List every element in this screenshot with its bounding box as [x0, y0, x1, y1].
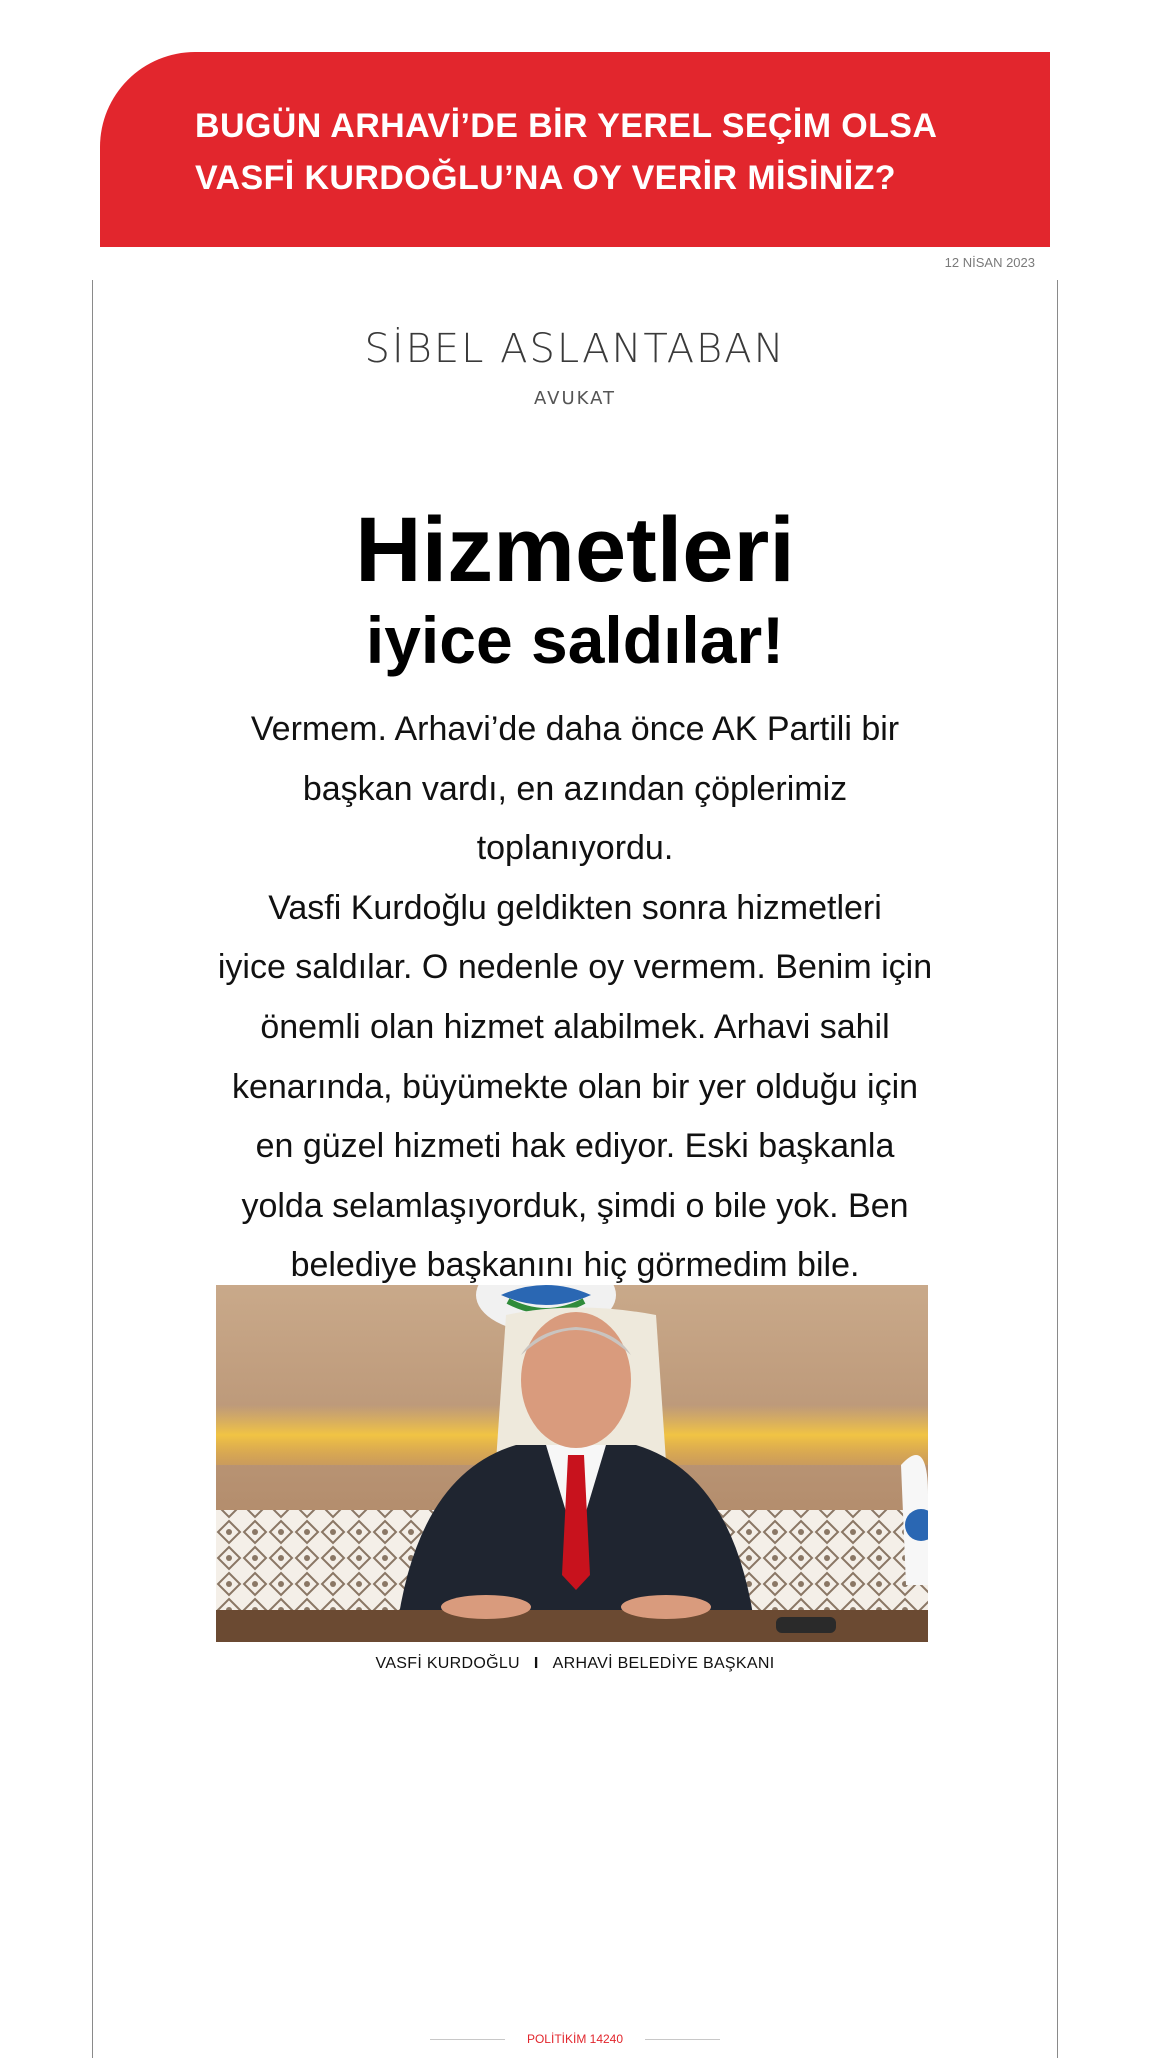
footer-label: POLİTİKİM 14240	[526, 2032, 624, 2046]
body-line: yolda selamlaşıyorduk, şimdi o bile yok. Ben	[241, 1186, 909, 1225]
author-title: AVUKAT	[533, 388, 617, 409]
headline-line-1: Hizmetleri	[355, 499, 795, 601]
author-name: SİBEL ASLANTABAN	[364, 326, 786, 372]
body-line: kenarında, büyümekte olan bir yer olduğu için	[231, 1067, 919, 1106]
page-footer	[0, 2032, 1150, 2046]
body-line: en güzel hizmeti hak ediyor. Eski başkanla	[255, 1127, 895, 1166]
banner-title-line-1: BUGÜN ARHAVİ’DE BİR YEREL SEÇİM OLSA	[195, 107, 938, 145]
banner-title-line-2: VASFİ KURDOĞLU’NA OY VERİR MİSİNİZ?	[195, 159, 896, 197]
banner-title	[195, 100, 1015, 204]
caption-role: ARHAVİ BELEDİYE BAŞKANI	[552, 1655, 775, 1672]
body-line: belediye başkanını hiç görmedim bile.	[290, 1246, 860, 1285]
body-line: başkan vardı, en azından çöplerimiz toplanıyordu.	[302, 769, 848, 868]
caption-separator: I	[533, 1655, 539, 1672]
publish-date: 12 NİSAN 2023	[944, 255, 1035, 270]
photo-caption	[0, 1655, 1150, 1673]
body-line: Vermem. Arhavi’de daha önce AK Partili bir	[250, 710, 900, 748]
article-body	[200, 700, 950, 1296]
headline	[0, 498, 1150, 678]
body-line: Vasfi Kurdoğlu geldikten sonra hizmetleri	[268, 888, 882, 927]
caption-name: VASFİ KURDOĞLU	[375, 1655, 520, 1672]
body-line: iyice saldılar. O nedenle oy vermem. Benim için	[217, 948, 933, 987]
body-line: önemli olan hizmet alabilmek. Arhavi sahil	[260, 1007, 890, 1046]
footer-rule-right	[645, 2039, 720, 2040]
headline-line-2: iyice saldılar!	[365, 603, 785, 677]
footer-rule-left	[430, 2039, 505, 2040]
mayor-photo	[216, 1285, 928, 1642]
